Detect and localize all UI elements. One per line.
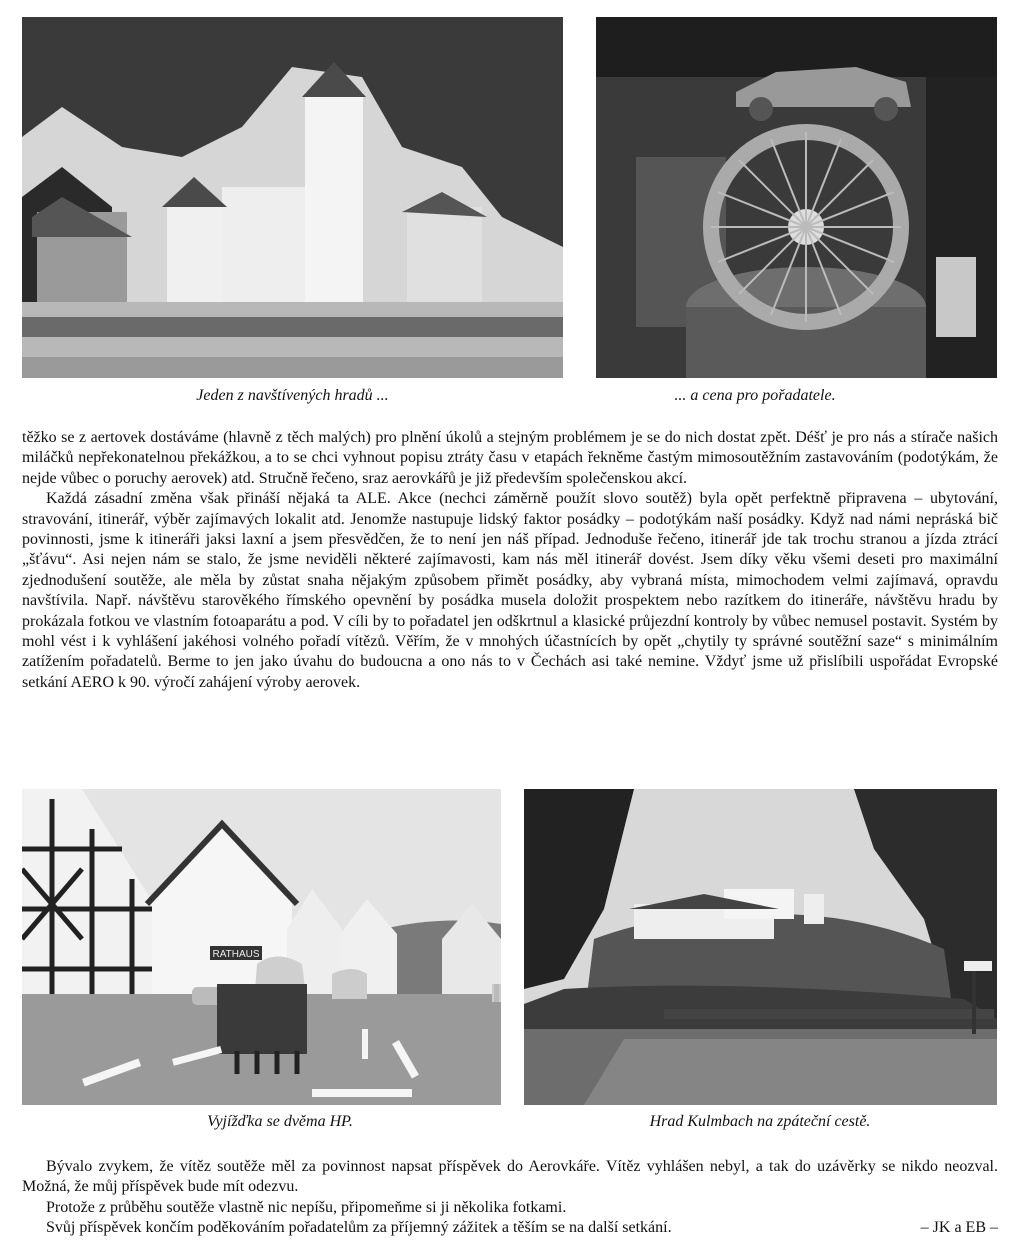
photo-kulmbach [524, 789, 997, 1105]
article-upper [22, 428, 998, 693]
article-lower [22, 1157, 998, 1239]
photo-trophy [596, 17, 997, 378]
signature: – JK a EB – [920, 1219, 998, 1237]
closing-text: Svůj příspěvek končím poděkováním pořadatelům za příjemný zážitek a těším se na další setkání. [46, 1219, 672, 1237]
caption-wagon: Vyjížďka se dvěma HP. [207, 1113, 353, 1130]
paragraph-5 [22, 1218, 998, 1238]
paragraph-2: Každá zásadní změna však přináší nějaká ta ALE. Akce (nechci záměrně použít slovo soutěž) byla opět perfektně připravena – ubytování, stravování, itinerář, výběr zajímavých lokalit atd. Jenomže nastupuje lidský faktor posádky – podotýkám naší posádky. Když nad námi nepráská bič povinnosti, jsme k itineráři jaksi laxní a jsem přesvědčen, že to není jen náš případ. Jednoduše řečeno, itinerář jde tak trochu stranou a jízda ztrácí „šťávu“. Asi nejen nám se stalo, že jsme neviděli některé zajímavosti, kam nás měl itinerář dovést. Jsem díky věku všemi deseti pro maximální zjednodušení soutěže, ale měla by zůstat snaha nějakým způsobem přimět posádky, aby vybraná místa, mimochodem velmi zajímavá, opravdu navštívila. Např. návštěvu starověkého římského opevnění by posádka musela doložit prospektem nebo razítkem do itineráře, návštěvu hradu by prokázala fotkou ve vlastním fotoaparátu a pod. V cíli by to pořadatel jen odškrtnul a klasické průjezdní kontroly by vůbec nemusel postavit. Systém by mohl vést i k vyhlášení jakéhosi volného pořadí vítězů. Věřím, že v mnohých účastnících by opět „chytily ty správné soutěžní saze“ s minimálním zatížením pořadatelů. Berme to jen jako úvahu do budoucna a ono nás to v Čechách asi také nemine. Vždyť jsme už přislíbili uspořádat Evropské setkání AERO k 90. výročí zahájení výroby aerovek. [22, 490, 998, 691]
photo-castle [22, 17, 563, 378]
paragraph-1: těžko se z aertovek dostáváme (hlavně z těch malých) pro plnění úkolů a stejným problémem je se do nich dostat zpět. Déšť je pro nás a stírače našich miláčků nepřekonatelnou překážkou, a to se chci vyhnout popisu ztráty času v etapách řekněme častým mimosoutěžním zastavováním (podotýkám, že nejde vůbec o poruchy aerovek) atd. Stručně řečeno, sraz aerovkářů je již především společenskou akcí. [22, 429, 998, 487]
paragraph-3: Bývalo zvykem, že vítěz soutěže měl za povinnost napsat příspěvek do Aerovkáře. Vítěz vyhlášen nebyl, a tak do uzávěrky se nikdo neozval. Možná, že můj příspěvek bude mít odezvu. [22, 1158, 998, 1196]
caption-castle: Jeden z navštívených hradů ... [196, 387, 389, 404]
caption-trophy: ... a cena pro pořadatele. [674, 387, 836, 404]
caption-kulmbach: Hrad Kulmbach na zpáteční cestě. [649, 1113, 871, 1130]
paragraph-4: Protože z průběhu soutěže vlastně nic nepíšu, připomeňme si ji několika fotkami. [46, 1198, 567, 1216]
rathaus-sign: RATHAUS [212, 949, 260, 960]
photo-wagon [22, 789, 501, 1105]
